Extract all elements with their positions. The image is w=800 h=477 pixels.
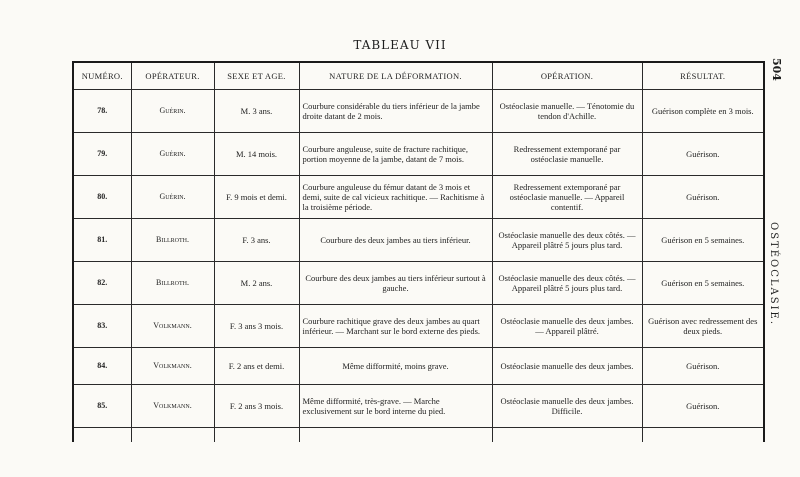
table-row [73,305,764,348]
cell-numero: 84. [73,348,131,385]
header-resultat: RÉSULTAT. [642,62,764,90]
cell-empty [214,428,299,443]
cell-empty [131,428,214,443]
table-row [73,90,764,133]
cell-resultat: Guérison complète en 3 mois. [642,90,764,133]
cell-sexe-age: F. 2 ans et demi. [214,348,299,385]
table-row [73,262,764,305]
table-row [73,176,764,219]
cell-operation: Redressement extemporané par ostéoclasie manuelle. — Appareil contentif. [492,176,642,219]
header-row [73,62,764,90]
cell-operation: Ostéoclasie manuelle des deux jambes. Difficile. [492,385,642,428]
table-row [73,219,764,262]
cell-resultat: Guérison en 5 semaines. [642,219,764,262]
cell-operateur: Volkmann. [131,348,214,385]
table-continuation-row [73,428,764,443]
cell-operateur: Guérin. [131,133,214,176]
cell-empty [642,428,764,443]
header-operateur: OPÉRATEUR. [131,62,214,90]
header-sexe-age: SEXE ET AGE. [214,62,299,90]
cell-nature: Même difformité, très-grave. — Marche exclusivement sur le bord interne du pied. [299,385,492,428]
cell-sexe-age: F. 3 ans 3 mois. [214,305,299,348]
cell-nature: Courbure anguleuse, suite de fracture rachitique, portion moyenne de la jambe, datant de 7 mois. [299,133,492,176]
cell-nature: Même difformité, moins grave. [299,348,492,385]
cell-resultat: Guérison. [642,176,764,219]
cell-operateur: Billroth. [131,262,214,305]
cell-nature: Courbure des deux jambes au tiers inférieur. [299,219,492,262]
cell-operation: Ostéoclasie manuelle des deux jambes. [492,348,642,385]
cell-sexe-age: M. 14 mois. [214,133,299,176]
cell-numero: 83. [73,305,131,348]
cell-empty [73,428,131,443]
header-nature: NATURE DE LA DÉFORMATION. [299,62,492,90]
cell-operation: Redressement extemporané par ostéoclasie manuelle. [492,133,642,176]
cell-operation: Ostéoclasie manuelle des deux côtés. — Appareil plâtré 5 jours plus tard. [492,219,642,262]
cell-operateur: Billroth. [131,219,214,262]
cell-resultat: Guérison. [642,133,764,176]
cell-resultat: Guérison avec redressement des deux pieds. [642,305,764,348]
cell-sexe-age: M. 2 ans. [214,262,299,305]
cell-sexe-age: M. 3 ans. [214,90,299,133]
table-title: TABLEAU VII [353,38,447,52]
cell-sexe-age: F. 2 ans 3 mois. [214,385,299,428]
header-numero: NUMÉRO. [73,62,131,90]
cell-numero: 82. [73,262,131,305]
cell-numero: 79. [73,133,131,176]
cell-numero: 80. [73,176,131,219]
cell-resultat: Guérison. [642,348,764,385]
cell-nature: Courbure des deux jambes au tiers inférieur surtout à gauche. [299,262,492,305]
cell-numero: 78. [73,90,131,133]
data-table [72,61,765,442]
table-row [73,385,764,428]
cell-numero: 85. [73,385,131,428]
cell-resultat: Guérison. [642,385,764,428]
cell-resultat: Guérison en 5 semaines. [642,262,764,305]
cell-operateur: Volkmann. [131,305,214,348]
running-head: OSTÉOCLASIE. [768,222,779,327]
cell-sexe-age: F. 9 mois et demi. [214,176,299,219]
table-row [73,348,764,385]
cell-operation: Ostéoclasie manuelle des deux jambes. — Appareil plâtré. [492,305,642,348]
header-operation: OPÉRATION. [492,62,642,90]
page-number: 504 [770,58,783,81]
cell-empty [299,428,492,443]
cell-sexe-age: F. 3 ans. [214,219,299,262]
cell-operation: Ostéoclasie manuelle. — Ténotomie du tendon d'Achille. [492,90,642,133]
cell-operateur: Volkmann. [131,385,214,428]
cell-operateur: Guérin. [131,90,214,133]
table-row [73,133,764,176]
cell-nature: Courbure anguleuse du fémur datant de 3 mois et demi, suite de cal vicieux rachitique. — Rachitisme à la troisième période. [299,176,492,219]
cell-numero: 81. [73,219,131,262]
cell-operation: Ostéoclasie manuelle des deux côtés. — Appareil plâtré 5 jours plus tard. [492,262,642,305]
cell-nature: Courbure considérable du tiers inférieur de la jambe droite datant de 2 mois. [299,90,492,133]
cell-nature: Courbure rachitique grave des deux jambes au quart inférieur. — Marchant sur le bord externe des pieds. [299,305,492,348]
cell-operateur: Guérin. [131,176,214,219]
cell-empty [492,428,642,443]
